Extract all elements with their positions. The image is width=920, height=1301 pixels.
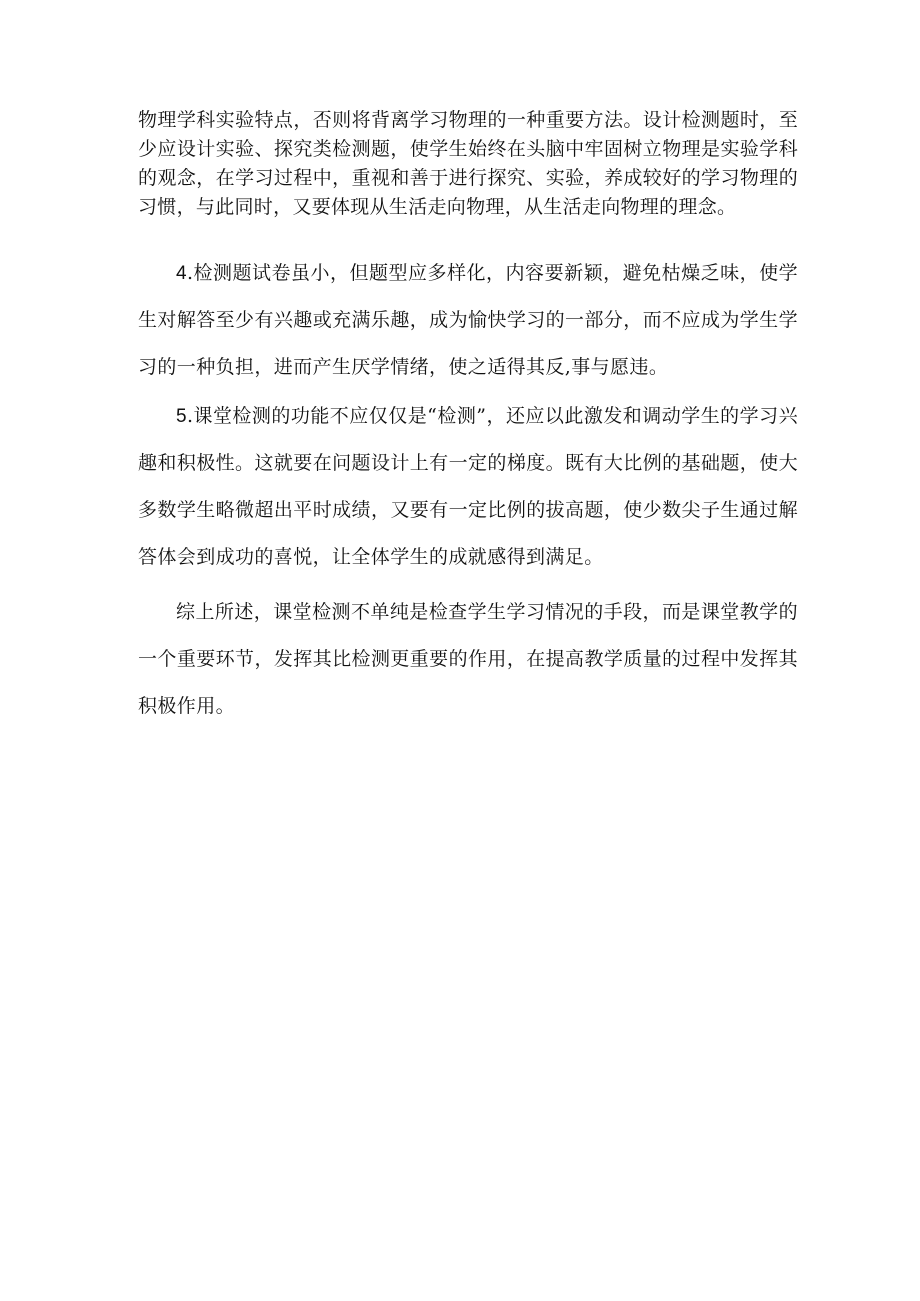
item-5-number: 5 <box>176 406 187 427</box>
item-4-text: .检测题试卷虽小，但题型应多样化，内容要新颖，避免枯燥乏味，使学生对解答至少有兴趣或充满乐趣，成为愉快学习的一部分，而不应成为学生学习的一种负担，进而产生厌学情绪，使之适得其反,事与愿违。 <box>138 262 798 378</box>
list-item-4 <box>138 250 798 391</box>
item-5-text: .课堂检测的功能不应仅仅是“检测”，还应以此激发和调动学生的学习兴趣和积极性。这就要在问题设计上有一定的梯度。既有大比例的基础题，使大多数学生略微超出平时成绩，又要有一定比例的拔高题，使少数尖子生通过解答体会到成功的喜悦，让全体学生的成就感得到满足。 <box>138 405 798 568</box>
paragraph-conclusion: 综上所述，课堂检测不单纯是检查学生学习情况的手段，而是课堂教学的一个重要环节，发挥其比检测更重要的作用，在提高教学质量的过程中发挥其积极作用。 <box>138 601 798 717</box>
item-4-number: 4 <box>176 263 187 284</box>
list-item-5 <box>138 393 798 581</box>
paragraph-continued: 物理学科实验特点，否则将背离学习物理的一种重要方法。设计检测题时，至少应设计实验、探究类检测题，使学生始终在头脑中牢固树立物理是实验学科的观念，在学习过程中，重视和善于进行探究、实验，养成较好的学习物理的习惯，与此同时，又要体现从生活走向物理，从生活走向物理的理念。 <box>138 109 798 218</box>
